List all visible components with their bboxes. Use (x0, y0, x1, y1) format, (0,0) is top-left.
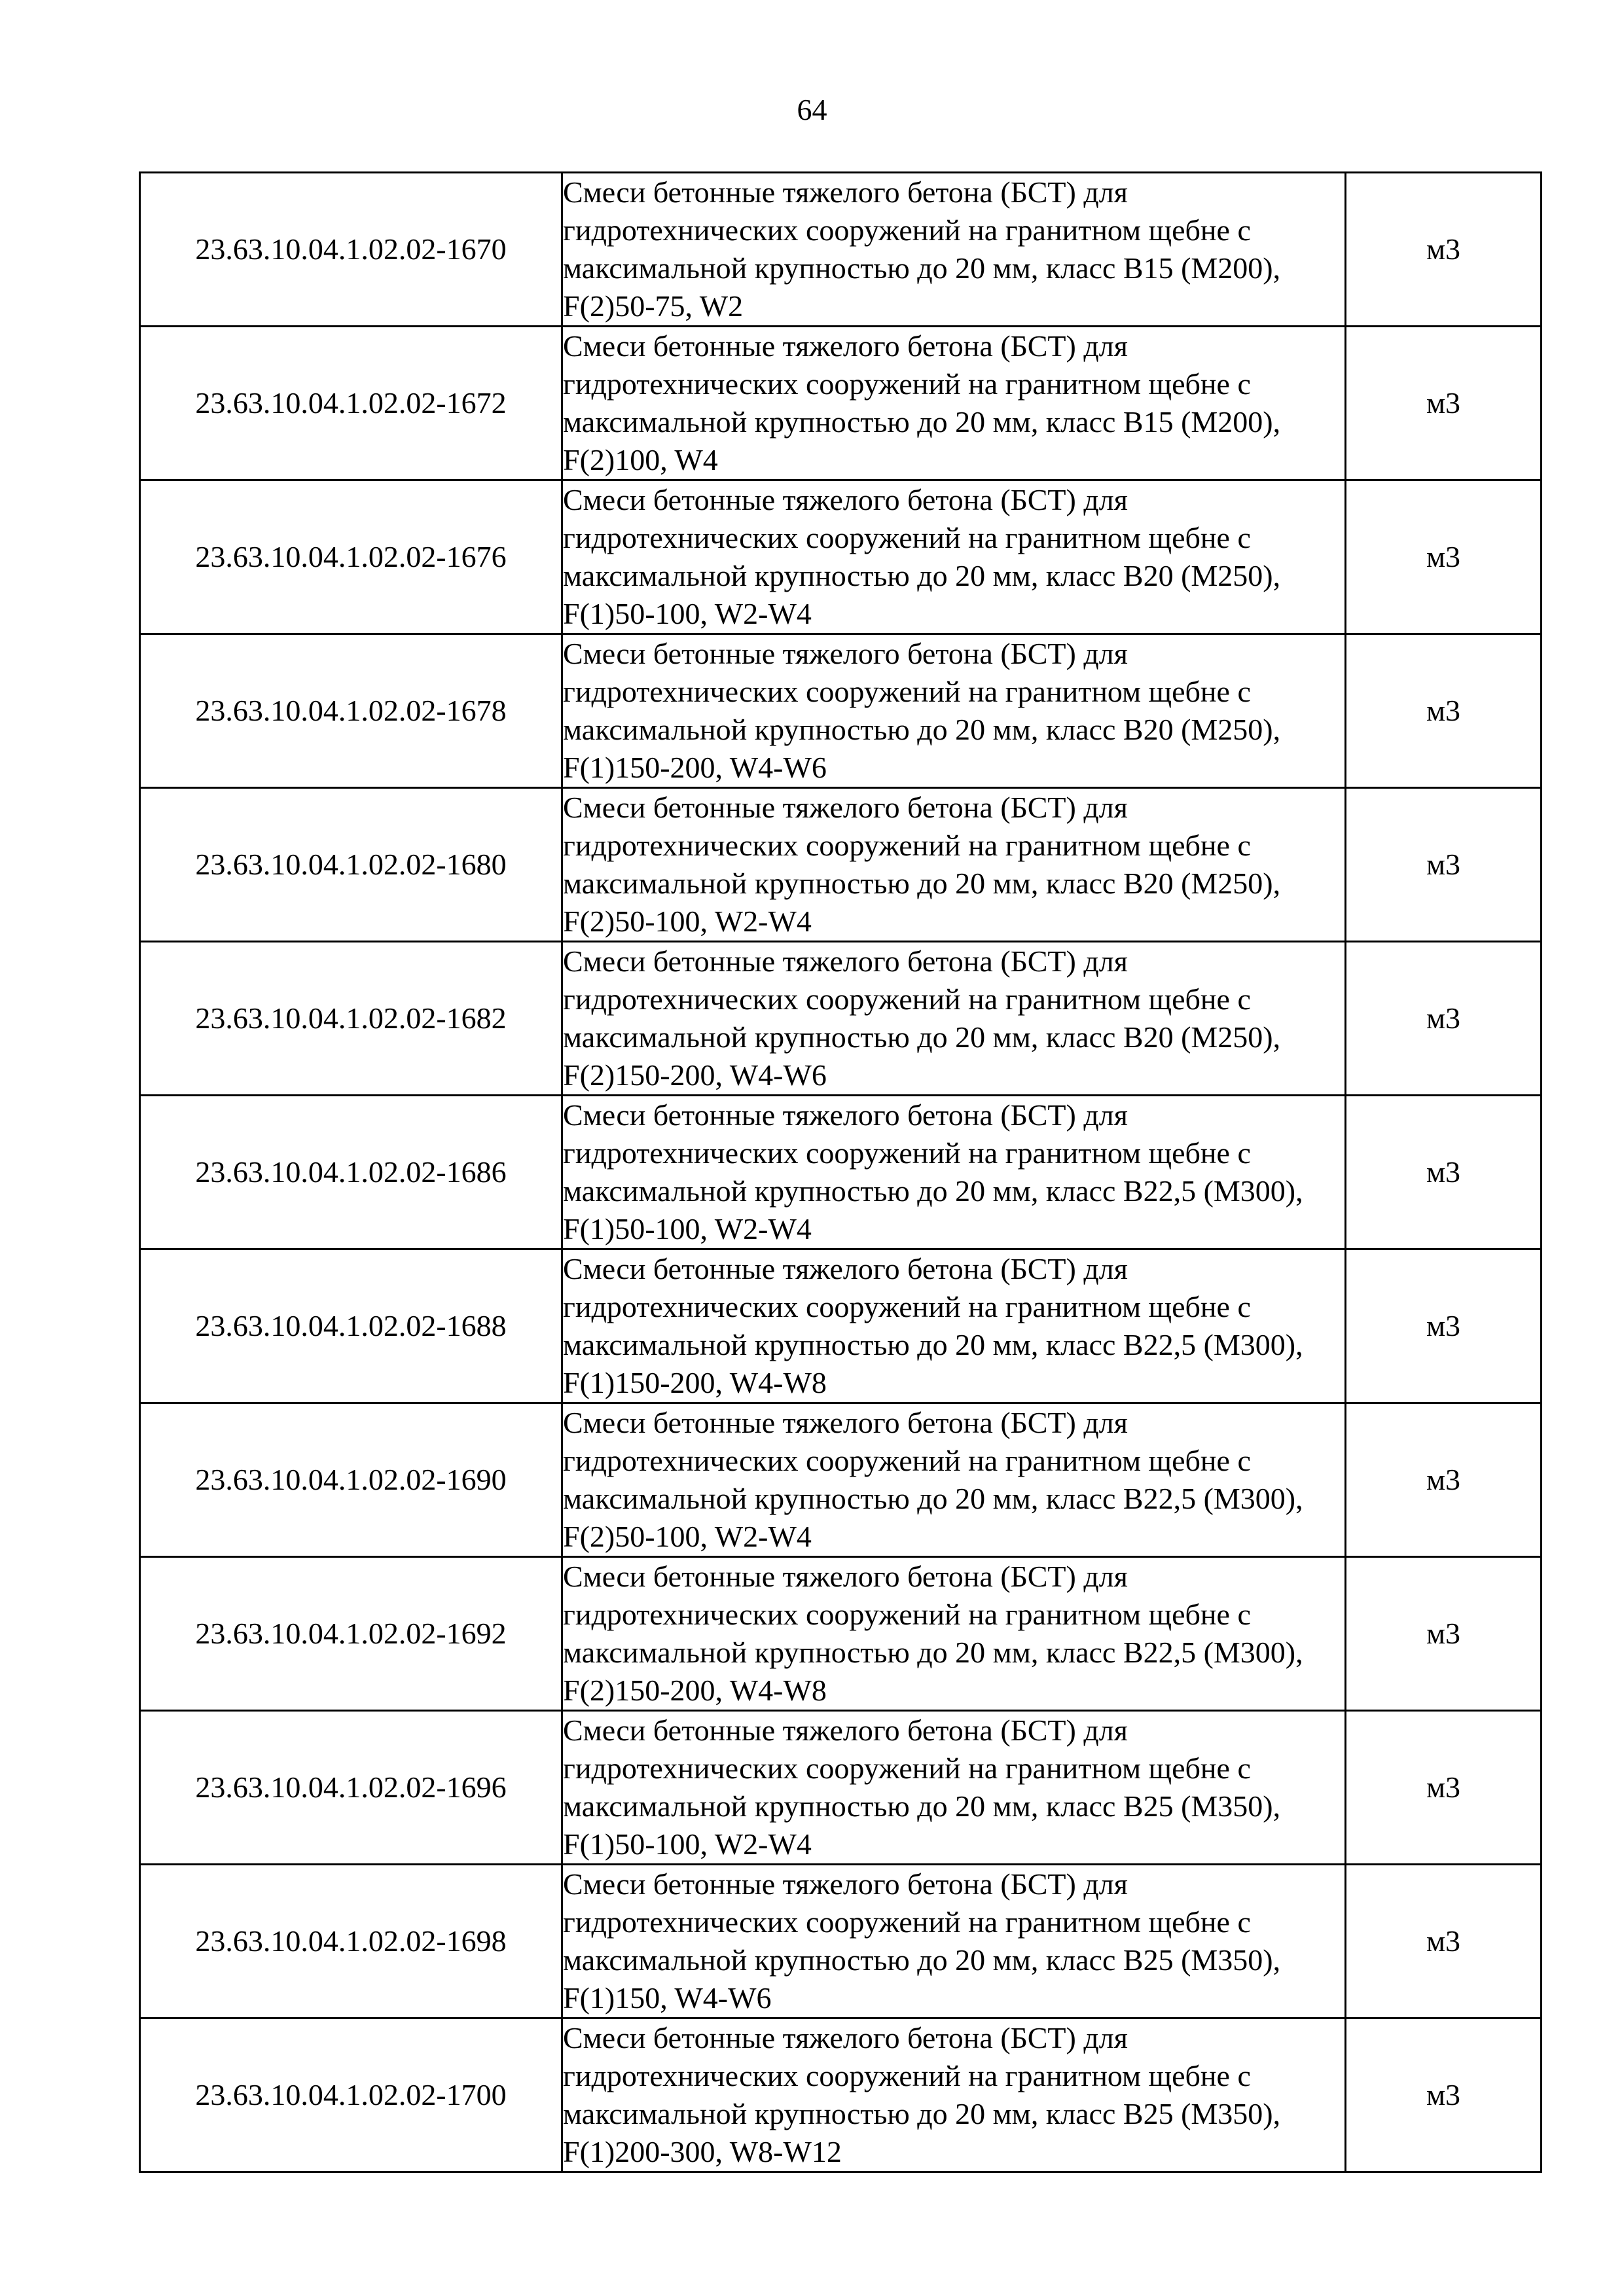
resource-code-cell: 23.63.10.04.1.02.02-1688 (140, 1249, 562, 1403)
resource-name-cell: Смеси бетонные тяжелого бетона (БСТ) для гидротехнических сооружений на гранитном щебне с максимальной крупностью до 20 мм, класс В15 (М200), F(2)100, W4 (562, 327, 1346, 480)
resource-code-cell: 23.63.10.04.1.02.02-1690 (140, 1403, 562, 1557)
unit-cell: м3 (1346, 173, 1542, 327)
table-row (140, 942, 1542, 1096)
unit-cell: м3 (1346, 480, 1542, 634)
unit-cell: м3 (1346, 634, 1542, 788)
resource-name-cell: Смеси бетонные тяжелого бетона (БСТ) для гидротехнических сооружений на гранитном щебне с максимальной крупностью до 20 мм, класс В25 (М350), F(1)200-300, W8-W12 (562, 2018, 1346, 2172)
resource-name-cell: Смеси бетонные тяжелого бетона (БСТ) для гидротехнических сооружений на гранитном щебне с максимальной крупностью до 20 мм, класс В22,5 (М300), F(2)50-100, W2-W4 (562, 1403, 1346, 1557)
table-row (140, 480, 1542, 634)
unit-cell: м3 (1346, 1865, 1542, 2018)
resource-name-cell: Смеси бетонные тяжелого бетона (БСТ) для гидротехнических сооружений на гранитном щебне с максимальной крупностью до 20 мм, класс В25 (М350), F(1)150, W4-W6 (562, 1865, 1346, 2018)
resource-name-cell: Смеси бетонные тяжелого бетона (БСТ) для гидротехнических сооружений на гранитном щебне с максимальной крупностью до 20 мм, класс В20 (М250), F(1)50-100, W2-W4 (562, 480, 1346, 634)
unit-cell: м3 (1346, 1403, 1542, 1557)
unit-cell: м3 (1346, 327, 1542, 480)
table-row (140, 327, 1542, 480)
unit-cell: м3 (1346, 1557, 1542, 1711)
resource-name-cell: Смеси бетонные тяжелого бетона (БСТ) для гидротехнических сооружений на гранитном щебне с максимальной крупностью до 20 мм, класс В22,5 (М300), F(2)150-200, W4-W8 (562, 1557, 1346, 1711)
table-row (140, 1096, 1542, 1249)
table-row (140, 2018, 1542, 2172)
table-row (140, 1557, 1542, 1711)
resource-code-cell: 23.63.10.04.1.02.02-1678 (140, 634, 562, 788)
resource-code-cell: 23.63.10.04.1.02.02-1680 (140, 788, 562, 942)
table-row (140, 1249, 1542, 1403)
materials-table (139, 171, 1542, 2173)
resource-code-cell: 23.63.10.04.1.02.02-1670 (140, 173, 562, 327)
resource-name-cell: Смеси бетонные тяжелого бетона (БСТ) для гидротехнических сооружений на гранитном щебне с максимальной крупностью до 20 мм, класс В20 (М250), F(1)150-200, W4-W6 (562, 634, 1346, 788)
resource-code-cell: 23.63.10.04.1.02.02-1682 (140, 942, 562, 1096)
table-row (140, 173, 1542, 327)
resource-name-cell: Смеси бетонные тяжелого бетона (БСТ) для гидротехнических сооружений на гранитном щебне с максимальной крупностью до 20 мм, класс В25 (М350), F(1)50-100, W2-W4 (562, 1711, 1346, 1865)
unit-cell: м3 (1346, 788, 1542, 942)
resource-name-cell: Смеси бетонные тяжелого бетона (БСТ) для гидротехнических сооружений на гранитном щебне с максимальной крупностью до 20 мм, класс В15 (М200), F(2)50-75, W2 (562, 173, 1346, 327)
resource-name-cell: Смеси бетонные тяжелого бетона (БСТ) для гидротехнических сооружений на гранитном щебне с максимальной крупностью до 20 мм, класс В20 (М250), F(2)50-100, W2-W4 (562, 788, 1346, 942)
table-row (140, 634, 1542, 788)
page-number: 64 (797, 93, 827, 126)
resource-code-cell: 23.63.10.04.1.02.02-1686 (140, 1096, 562, 1249)
table-row (140, 788, 1542, 942)
resource-code-cell: 23.63.10.04.1.02.02-1672 (140, 327, 562, 480)
table-row (140, 1403, 1542, 1557)
table-row (140, 1711, 1542, 1865)
resource-code-cell: 23.63.10.04.1.02.02-1700 (140, 2018, 562, 2172)
unit-cell: м3 (1346, 1711, 1542, 1865)
materials-table-body (140, 173, 1542, 2172)
resource-name-cell: Смеси бетонные тяжелого бетона (БСТ) для гидротехнических сооружений на гранитном щебне с максимальной крупностью до 20 мм, класс В22,5 (М300), F(1)150-200, W4-W8 (562, 1249, 1346, 1403)
unit-cell: м3 (1346, 2018, 1542, 2172)
resource-name-cell: Смеси бетонные тяжелого бетона (БСТ) для гидротехнических сооружений на гранитном щебне с максимальной крупностью до 20 мм, класс В22,5 (М300), F(1)50-100, W2-W4 (562, 1096, 1346, 1249)
resource-code-cell: 23.63.10.04.1.02.02-1698 (140, 1865, 562, 2018)
resource-code-cell: 23.63.10.04.1.02.02-1692 (140, 1557, 562, 1711)
unit-cell: м3 (1346, 942, 1542, 1096)
resource-code-cell: 23.63.10.04.1.02.02-1676 (140, 480, 562, 634)
resource-code-cell: 23.63.10.04.1.02.02-1696 (140, 1711, 562, 1865)
unit-cell: м3 (1346, 1096, 1542, 1249)
unit-cell: м3 (1346, 1249, 1542, 1403)
resource-name-cell: Смеси бетонные тяжелого бетона (БСТ) для гидротехнических сооружений на гранитном щебне с максимальной крупностью до 20 мм, класс В20 (М250), F(2)150-200, W4-W6 (562, 942, 1346, 1096)
table-row (140, 1865, 1542, 2018)
